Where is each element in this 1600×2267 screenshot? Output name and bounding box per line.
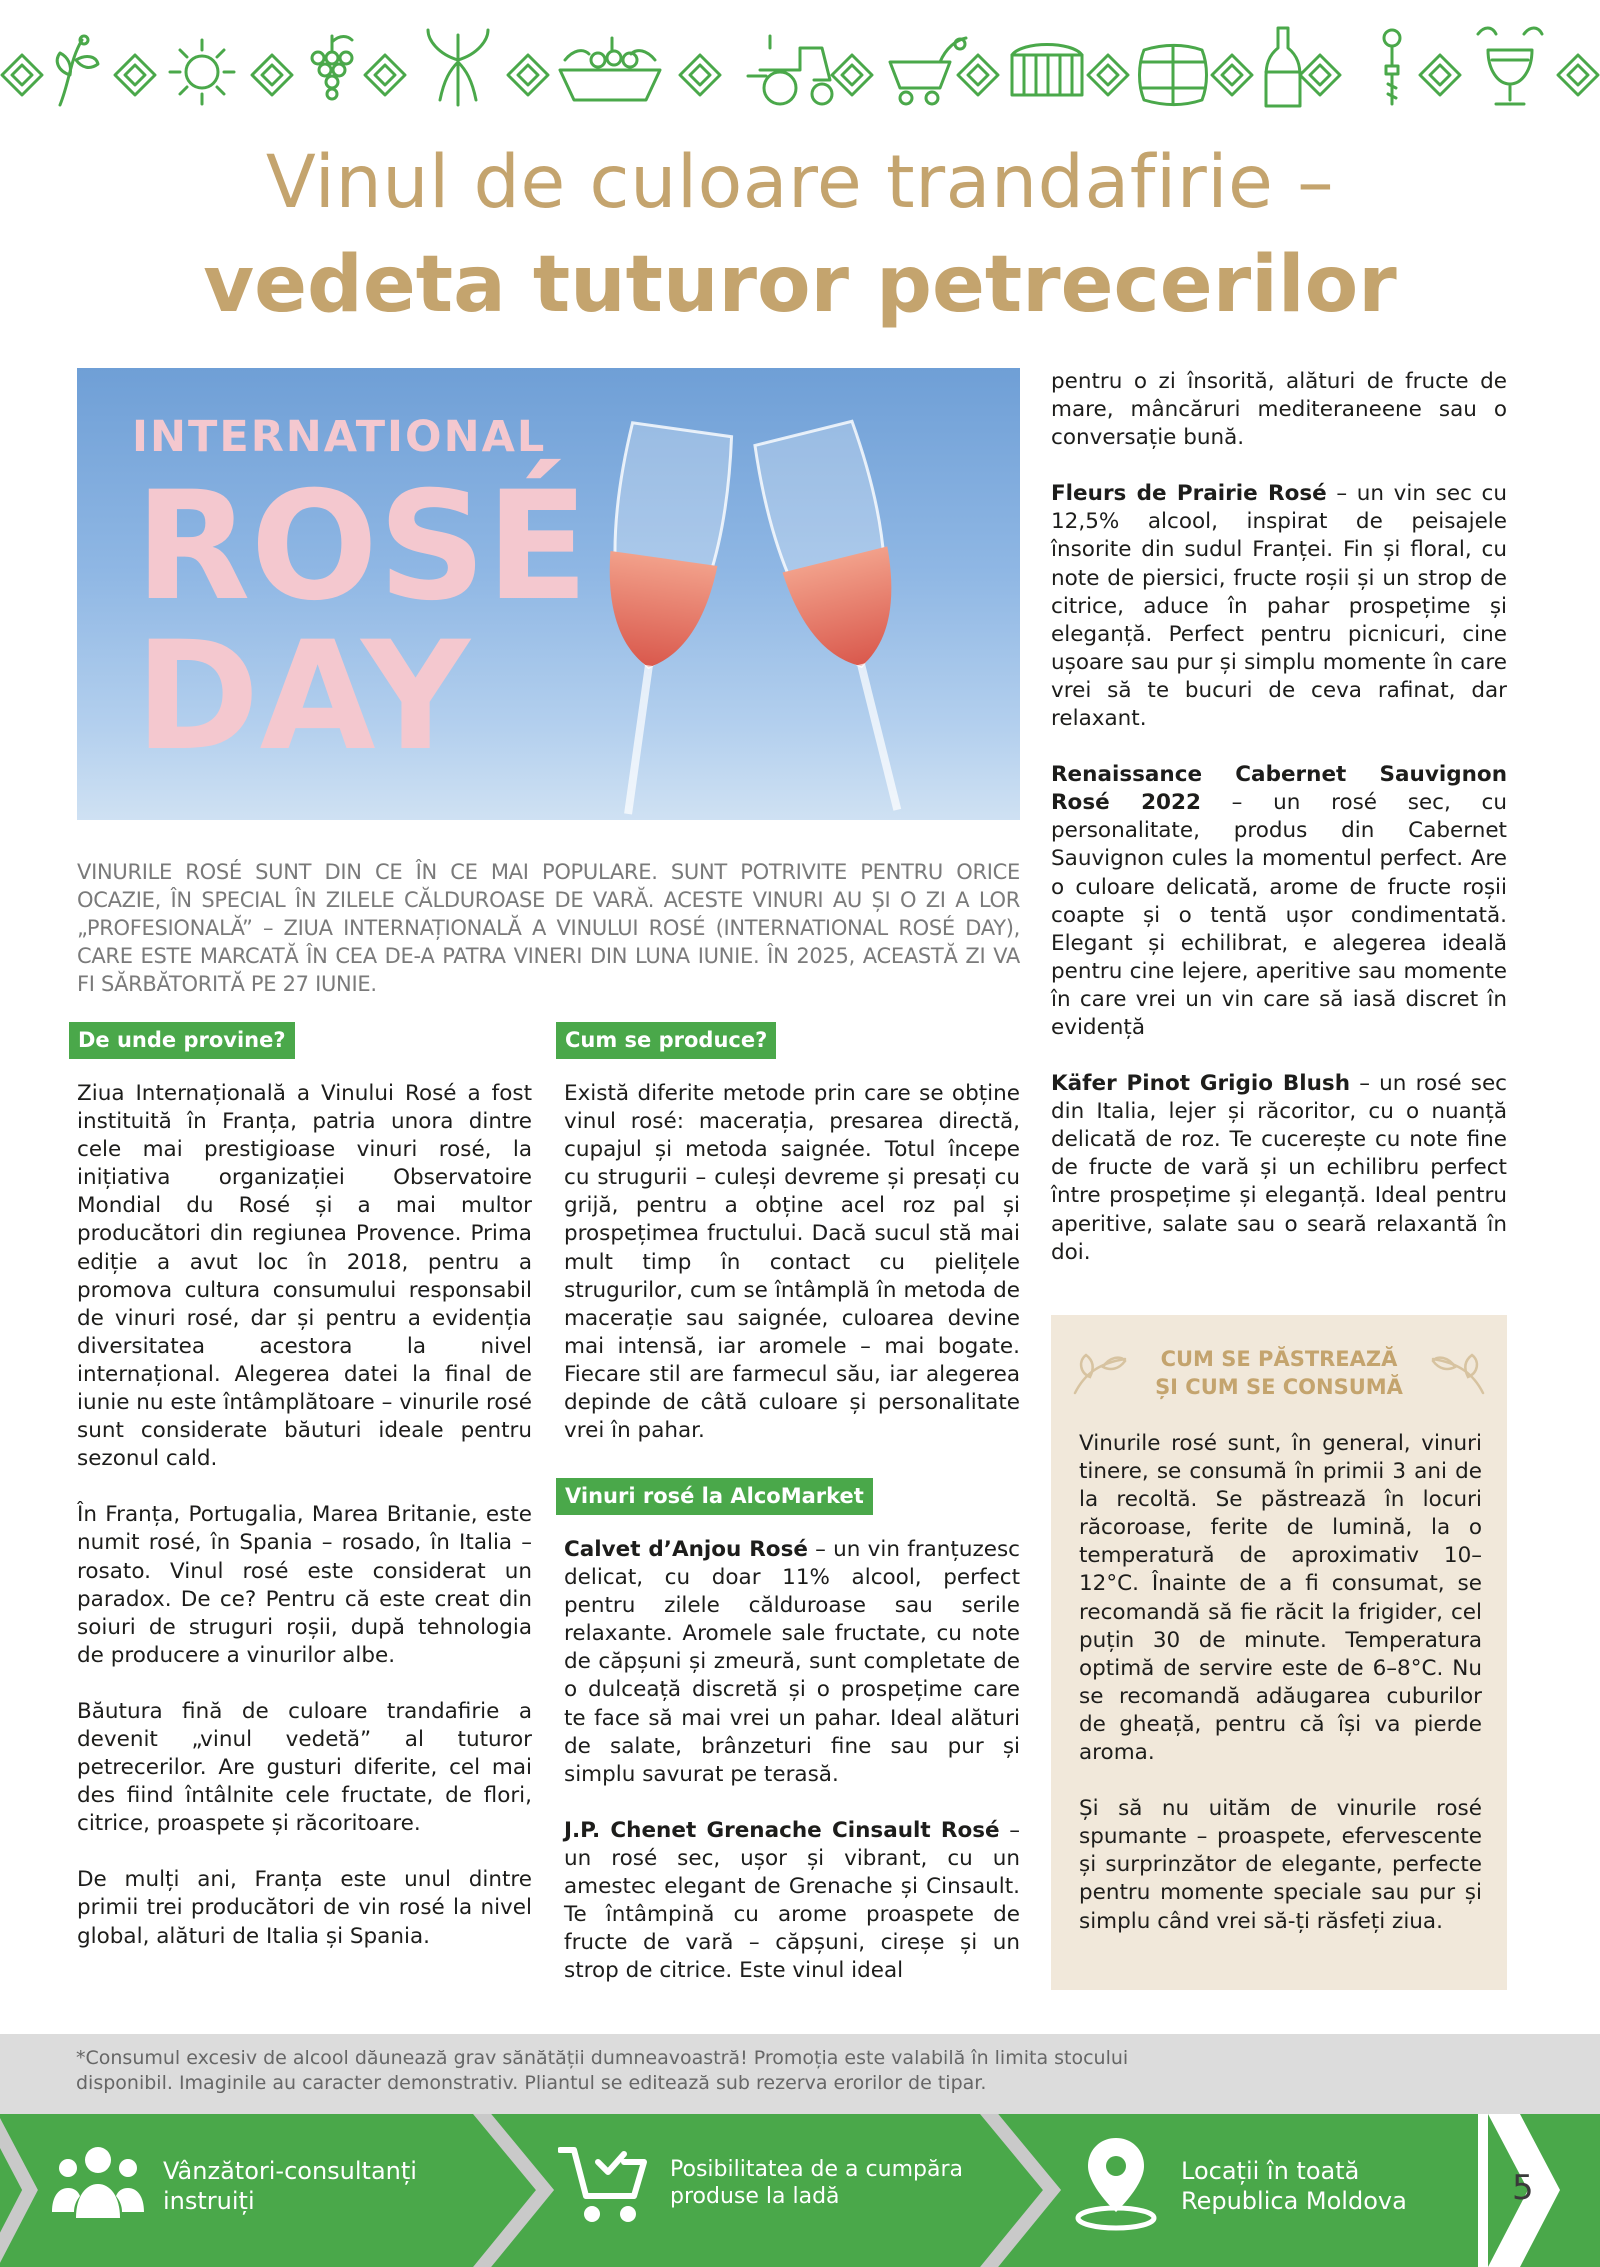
diamond-ornament-icon [365, 55, 405, 95]
wine-entry-continued [1051, 368, 1507, 452]
wine-entry [564, 1817, 1020, 1986]
decorative-border [0, 0, 1600, 120]
wine-name: Fleurs de Prairie Rosé [1051, 481, 1327, 507]
footer-item-consultants [163, 2156, 417, 2216]
location-pin-icon [1072, 2134, 1160, 2232]
footer-band [0, 2114, 1600, 2267]
column-wines [564, 1536, 1020, 2013]
footer-item-line1: Vânzători-consultanți [163, 2157, 417, 2185]
disclaimer-bar [0, 2034, 1600, 2114]
column-origin [77, 1080, 532, 1979]
box-title-line2: ȘI CUM SE CONSUMĂ [1155, 1375, 1403, 1399]
hero-text-rose: ROSÉ [135, 460, 589, 634]
footer-item-line2: Republica Moldova [1181, 2187, 1407, 2215]
paragraph: De mulți ani, Franța este unul dintre primii trei producători de vin rosé la nivel global, alături de Italia și Spania. [77, 1867, 532, 1949]
page-number: 5 [1512, 2168, 1534, 2208]
column-wines-continued [1051, 368, 1507, 1295]
wine-entry [564, 1536, 1020, 1789]
section-heading-origin: De unde provine? [69, 1022, 295, 1059]
wine-description: – un rosé sec din Italia, lejer și răcoritor, cu o nuanță delicată de roz. Te cucerește cu note fine de fructe de vară și un echilibru perfect între prospețime și eleganță. Ideal pentru aperitive, salate sau o seară relaxantă în doi. [1051, 1071, 1507, 1265]
intro-paragraph: VINURILE ROSÉ SUNT DIN CE ÎN CE MAI POPULARE. SUNT POTRIVITE PENTRU ORICE OCAZIE, ÎN SPECIAL ÎN ZILELE CĂLDUROASE DE VARĂ. ACESTE VINURI AU ȘI O ZI A LOR „PROFESIONALĂ” – ZIUA INTERNAȚIONALĂ A VINULUI ROSÉ (INTERNATIONAL ROSÉ DAY), CARE ESTE MARCATĂ ÎN CEA DE-A PATRA VINERI DIN LUNA IUNIE. ÎN 2025, ACEASTĂ ZI VA FI SĂRBĂTORITĂ PE 27 IUNIE. [77, 860, 1020, 996]
basket-icon [560, 38, 660, 100]
cart-icon [558, 2140, 650, 2226]
wine-glass-icon [1478, 28, 1542, 104]
diamond-ornament-icon [252, 55, 292, 95]
wine-description: pentru o zi însorită, alături de fructe de mare, mâncăruri mediteraneene sau o conversație bună. [1051, 369, 1507, 451]
footer-item-line2: instruiți [163, 2187, 255, 2215]
sun-icon [170, 40, 234, 104]
wine-name: Renaissance Cabernet Sauvignon Rosé 2022 [1051, 762, 1507, 816]
wine-entry [1051, 1070, 1507, 1267]
paragraph: Și să nu uităm de vinurile rosé spumante – proaspete, efervescente și surprinzător de elegante, perfecte pentru momente speciale sau pur și simplu când vrei să-ți răsfeți ziua. [1079, 1796, 1482, 1934]
diamond-ornament-icon [1420, 55, 1460, 95]
footer-item-line1: Posibilitatea de a cumpăra [670, 2157, 963, 2182]
footer-item-line1: Locații în toată [1181, 2157, 1360, 2185]
wine-description: – un rosé sec, ușor și vibrant, cu un amestec elegant de Grenache și Cinsault. Te întâmpină cu arome proaspete de fructe de vară – căpșuni, cireșe și un strop de citrice. Este vinul ideal [564, 1817, 1020, 1984]
hero-text-day: DAY [135, 610, 470, 784]
diamond-ornament-icon [508, 55, 548, 95]
paragraph: Băutura fină de culoare trandafirie a devenit „vinul vedetă” al tuturor petrecerilor. Are gusturi diferite, cel mai des fiind întâlnite cele fructate, de flori, citrice, proaspete și răcoritoare. [77, 1698, 532, 1837]
people-icon [52, 2142, 144, 2222]
wine-vat-icon [1012, 45, 1082, 96]
diamond-ornament-icon [2, 55, 42, 95]
diamond-ornament-icon [958, 55, 998, 95]
diamond-ornament-icon [1212, 55, 1252, 95]
disclaimer-text: *Consumul excesiv de alcool dăunează grav sănătății dumneavoastră! Promoția este valabilă în limita stocului disponibil. Imaginile au caracter demonstrativ. Pliantul se editează sub rezerva erorilor de tipar. [76, 2047, 1129, 2094]
diamond-ornament-icon [832, 55, 872, 95]
footer-item-locations [1181, 2156, 1407, 2216]
box-body [1079, 1430, 1482, 1964]
column-production [564, 1080, 1020, 1473]
storage-info-box [1051, 1315, 1507, 1990]
wine-description: – un rosé sec, cu personalitate, produs din Cabernet Sauvignon cules la momentul perfect. Are o culoare delicată, arome de fructe roșii coapte și o tentă ușor condimentată. Elegant și echilibrat, e alegerea ideală pentru cine lejere, aperitive sau momente în care vrei un vin care să iasă discret în evidență [1051, 790, 1508, 1040]
grapes-icon [312, 36, 352, 99]
wine-glasses-illustration [547, 408, 1017, 820]
box-title-line1: CUM SE PĂSTREAZĂ [1160, 1347, 1398, 1371]
wine-entry [1051, 761, 1507, 1042]
wine-name: Calvet d’Anjou Rosé [564, 1537, 808, 1562]
diamond-ornament-icon [115, 55, 155, 95]
barrel-icon [1140, 46, 1207, 105]
section-heading-alcomarket: Vinuri rosé la AlcoMarket [556, 1478, 873, 1515]
box-title [1051, 1345, 1507, 1401]
diamond-ornament-icon [680, 55, 720, 95]
vine-leaf-icon [57, 36, 98, 105]
wine-name: Käfer Pinot Grigio Blush [1051, 1071, 1351, 1097]
page-title-line2: vedeta tuturor petrecerilor [203, 240, 1397, 330]
wine-entry [1051, 480, 1507, 733]
footer-item-crate [670, 2156, 963, 2210]
wine-bottle-icon [1266, 28, 1300, 106]
hero-text-international: INTERNATIONAL [132, 412, 547, 462]
tractor-icon [748, 36, 832, 104]
paragraph: Există diferite metode prin care se obține vinul rosé: macerația, presarea directă, cupajul și metoda saignée. Totul începe cu strugurii – culeși devreme și presați cu grijă, pentru a obține acel roz pal și prospețimea fructului. Dacă sucul stă mai mult timp în contact cu pielițele strugurilor, cum se întâmplă în metoda de macerație sau saignée, culoarea devine mai intensă, iar aromele – mai bogate. Fiecare stil are farmecul său, iar alegerea depinde de câtă culoare și personalitate vrei în pahar. [564, 1081, 1020, 1444]
section-heading-production: Cum se produce? [556, 1022, 776, 1059]
wheat-icon [428, 30, 488, 105]
paragraph: Vinurile rosé sunt, în general, vinuri tinere, se consumă în primii 3 ani de la recoltă. Se păstrează în locuri răcoroase, ferite de lumină, la o temperatură de aproximativ 10–12°C. Înainte de a fi consumat, se recomandă să fie răcit la frigider, cel puțin 30 de minute. Temperatura optimă de servire este de 6–8°C. Nu se recomandă adăugarea cuburilor de gheață, pentru că își va pierde aroma. [1079, 1431, 1482, 1766]
cart-grapes-icon [890, 38, 966, 104]
wine-name: J.P. Chenet Grenache Cinsault Rosé [564, 1817, 1000, 1843]
page-title-line1: Vinul de culoare trandafirie – [265, 140, 1335, 225]
footer-item-line2: produse la ladă [670, 2184, 840, 2209]
diamond-ornament-icon [1300, 55, 1340, 95]
diamond-ornament-icon [1558, 55, 1598, 95]
wine-description: – un vin sec cu 12,5% alcool, inspirat de peisajele însorite din sudul Franței. Fin și floral, cu note de piersici, fructe roșii și un strop de citrice, aduce în pahar prospețime și eleganță. Perfect pentru picnicuri, cine ușoare sau pur și simplu momente în care vrei să te bucuri de ceva rafinat, dar relaxant. [1051, 481, 1507, 732]
diamond-ornament-icon [1088, 55, 1128, 95]
paragraph: Ziua Internațională a Vinului Rosé a fost instituită în Franța, patria unora dintre cele mai prestigioase vinuri rosé, la inițiativa organizației Observatoire Mondial du Rosé și a mai multor producători din regiunea Provence. Prima ediție a avut loc în 2018, pentru a promova cultura consumului responsabil de vinuri rosé, dar și pentru a evidenția diversitatea acestora la nivel internațional. Alegerea datei la final de iunie nu este întâmplătoare – vinurile rosé sunt considerate băuturi ideale pentru sezonul cald. [77, 1081, 532, 1472]
paragraph: În Franța, Portugalia, Marea Britanie, este numit rosé, în Spania – rosado, în Italia – rosato. Vinul rosé este considerat un paradox. De ce? Pentru că este creat din soiuri de struguri roșii, după tehnologia de producere a vinurilor albe. [77, 1502, 532, 1668]
hero-image [77, 368, 1020, 820]
corkscrew-icon [1384, 30, 1400, 104]
wine-description: – un vin franțuzesc delicat, cu doar 11% alcool, perfect pentru zilele călduroase sau serile relaxante. Aromele sale fructate, cu note de căpșuni și zmeură, sunt completate de o dulceață discretă și o prospețime care te face să mai vrei un pahar. Ideal alături de salate, brânzeturi fine sau pur și simplu savurat pe terasă. [564, 1537, 1021, 1787]
